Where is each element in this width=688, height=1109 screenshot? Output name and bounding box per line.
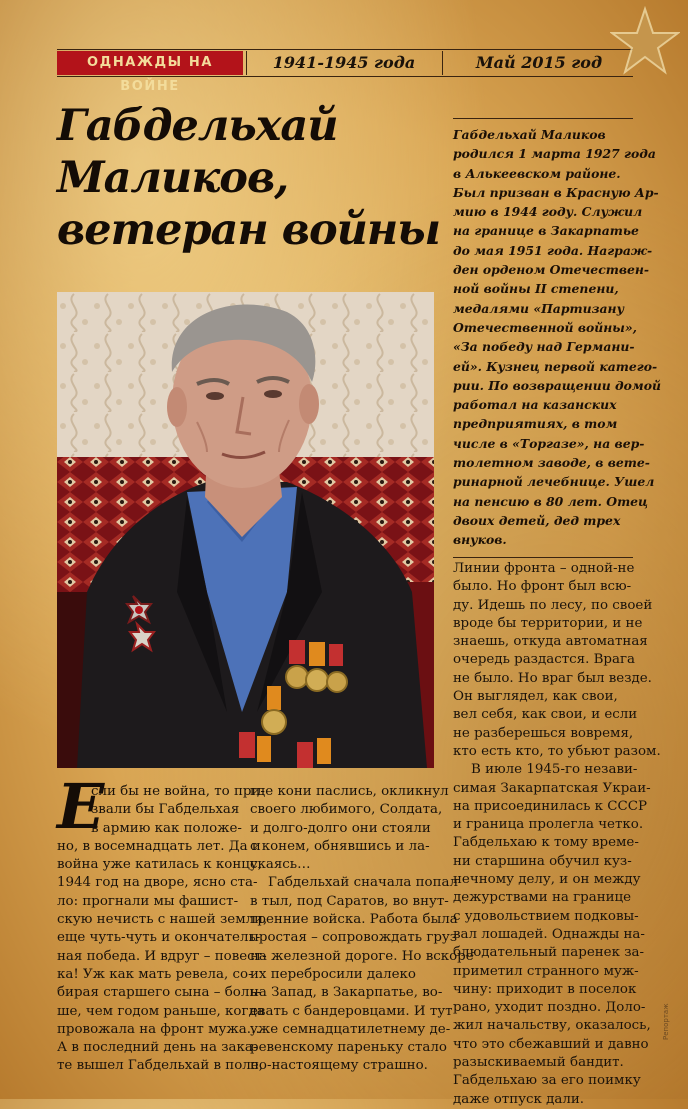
text-line: тренние войска. Работа была xyxy=(250,912,458,928)
text-line: В июле 1945-го незави- xyxy=(471,762,638,778)
header-divider xyxy=(246,51,247,75)
drop-cap: Е xyxy=(57,770,105,843)
bio-sidebar xyxy=(453,118,661,558)
text-line: их перебросили далеко xyxy=(250,966,416,982)
text-line: ни старшина обучил куз- xyxy=(453,853,632,869)
text-line: скую нечисть с нашей земли, xyxy=(57,912,268,928)
article-column-2 xyxy=(250,783,474,1076)
text-line: А в последний день на зака- xyxy=(57,1040,258,1056)
bio-line: ной войны II степени, xyxy=(453,281,619,297)
bio-line: Габдельхай Маликов xyxy=(453,127,606,142)
bio-line: ринарной лечебнице. Ушел xyxy=(453,474,655,490)
text-line: очередь раздастся. Врага xyxy=(453,652,635,668)
section-label: ОДНАЖДЫ НА ВОЙНЕ xyxy=(57,51,243,75)
text-line: вел себя, как свои, и если xyxy=(453,707,638,723)
text-line: где кони паслись, окликнул xyxy=(250,784,449,799)
text-line: ка! Уж как мать ревела, со- xyxy=(57,966,253,982)
text-line: провожала на фронт мужа… xyxy=(57,1021,261,1037)
bio-line: на пенсию в 80 лет. Отец xyxy=(453,493,649,509)
bio-line: предприятиях, в том xyxy=(453,416,618,432)
star-icon xyxy=(610,6,680,76)
text-line: те вышел Габдельхай в поле, xyxy=(57,1058,263,1074)
text-line: симая Закарпатская Украи- xyxy=(453,780,651,796)
text-line: своего любимого, Солдата, xyxy=(250,802,443,818)
veteran-portrait-photo xyxy=(57,292,434,768)
text-line: на Запад, в Закарпатье, во- xyxy=(250,985,443,1001)
text-line: скаясь… xyxy=(250,857,311,873)
bio-line: работал на казанских xyxy=(453,397,617,413)
text-line: звали бы Габдельхая xyxy=(91,802,240,818)
header-divider xyxy=(442,51,443,75)
page-header xyxy=(57,49,633,94)
text-line: ревенскому пареньку стало xyxy=(250,1040,447,1056)
text-line: сли бы не война, то при- xyxy=(91,784,265,799)
text-line: приметил странного муж- xyxy=(453,963,639,979)
bio-line: Был призван в Красную Ар- xyxy=(453,184,659,200)
text-line: вроде бы территории, и не xyxy=(453,615,643,631)
text-line: ше, чем годом раньше, когда xyxy=(57,1003,265,1019)
header-rule-bottom xyxy=(57,76,633,77)
text-line: война уже катилась к концу, xyxy=(57,857,263,873)
text-line: Габдельхаю за его поимку xyxy=(453,1073,641,1089)
text-line: еще чуть-чуть и окончатель- xyxy=(57,930,261,946)
text-line: Линии фронта – одной-не xyxy=(453,561,635,576)
text-line: по-настоящему страшно. xyxy=(250,1058,428,1074)
bio-line: «За победу над Германи- xyxy=(453,339,635,355)
header-date: Май 2015 год xyxy=(475,53,603,72)
text-line: 1944 год на дворе, ясно ста- xyxy=(57,875,258,891)
text-line: рано, уходит поздно. Доло- xyxy=(453,1000,646,1016)
text-line: Он выглядел, как свои, xyxy=(453,689,618,705)
bio-line: рии. По возвращении домой xyxy=(453,377,661,393)
text-line: в армию как положе- xyxy=(91,820,242,836)
bio-line: в Алькеевском районе. xyxy=(453,165,621,181)
bio-line: ден орденом Отечествен- xyxy=(453,262,650,278)
text-line: нечному делу, и он между xyxy=(453,872,641,888)
text-line: с конем, обнявшись и ла- xyxy=(250,838,430,854)
text-line: даже отпуск дали. xyxy=(453,1091,585,1107)
bio-line: родился 1 марта 1927 года xyxy=(453,146,656,162)
bio-line: Отечественной войны», xyxy=(453,319,637,335)
text-line: кто есть кто, то убьют разом. xyxy=(453,743,661,759)
article-column-3 xyxy=(453,560,661,1109)
header-rule-top xyxy=(57,49,633,50)
text-line: и граница пролегла четко. xyxy=(453,817,644,833)
text-line: ло: прогнали мы фашист- xyxy=(57,893,239,909)
text-line: дежурствами на границе xyxy=(453,890,632,906)
bio-line: на границе в Закарпатье xyxy=(453,223,639,239)
text-line: простая – сопровождать груз xyxy=(250,930,458,946)
text-line: в тыл, под Саратов, во внут- xyxy=(250,893,449,909)
bio-line: медалями «Партизану xyxy=(453,300,624,316)
text-line: на железной дороге. Но вскоре xyxy=(250,948,474,964)
text-line: уже семнадцатилетнему де- xyxy=(250,1021,451,1037)
photo-credit: Репортаж xyxy=(662,1003,670,1040)
title-line: Габдельхай xyxy=(57,101,338,151)
text-line: но, в восемнадцать лет. Да и xyxy=(57,838,261,854)
text-line: знаешь, откуда автоматная xyxy=(453,634,648,650)
text-line: на присоединилась к СССР xyxy=(453,798,648,814)
text-line: жил начальству, оказалось, xyxy=(453,1018,651,1034)
text-line: евать с бандеровцами. И тут xyxy=(250,1003,453,1019)
text-line: что это сбежавший и давно xyxy=(453,1036,649,1052)
text-line: было. Но фронт был всю- xyxy=(453,579,632,595)
bio-line: до мая 1951 года. Награж- xyxy=(453,242,653,258)
text-line: не разберешься вовремя, xyxy=(453,725,634,741)
text-line: Габдельхаю к тому време- xyxy=(453,835,639,851)
title-line: Маликов, xyxy=(57,153,289,203)
article-title xyxy=(57,100,440,256)
bio-line: внуков. xyxy=(453,532,507,548)
article-column-1 xyxy=(57,783,268,1076)
text-line: Габдельхай сначала попал xyxy=(268,875,458,891)
text-line: вал лошадей. Однажды на- xyxy=(453,926,645,942)
text-line: бирая старшего сына – боль- xyxy=(57,985,262,1001)
bio-line: мию в 1944 году. Служил xyxy=(453,204,643,220)
text-line: и долго-долго они стояли xyxy=(250,820,431,836)
text-line: разыскиваемый бандит. xyxy=(453,1055,624,1071)
bio-line: толетном заводе, в вете- xyxy=(453,455,650,471)
bio-line: ей». Кузнец первой катего- xyxy=(453,358,658,374)
text-line: ная победа. И вдруг – повест- xyxy=(57,948,267,964)
bio-line: двоих детей, дед трех xyxy=(453,512,621,528)
text-line: с удовольствием подковы- xyxy=(453,908,639,924)
header-years: 1941-1945 года xyxy=(272,53,416,72)
bio-line: числе в «Торгазе», на вер- xyxy=(453,435,645,451)
title-line: ветеран войны xyxy=(57,205,440,255)
text-line: чину: приходит в поселок xyxy=(453,981,637,997)
text-line: блюдательный паренек за- xyxy=(453,945,645,961)
text-line: ду. Идешь по лесу, по своей xyxy=(453,597,653,613)
text-line: не было. Но враг был везде. xyxy=(453,670,652,686)
